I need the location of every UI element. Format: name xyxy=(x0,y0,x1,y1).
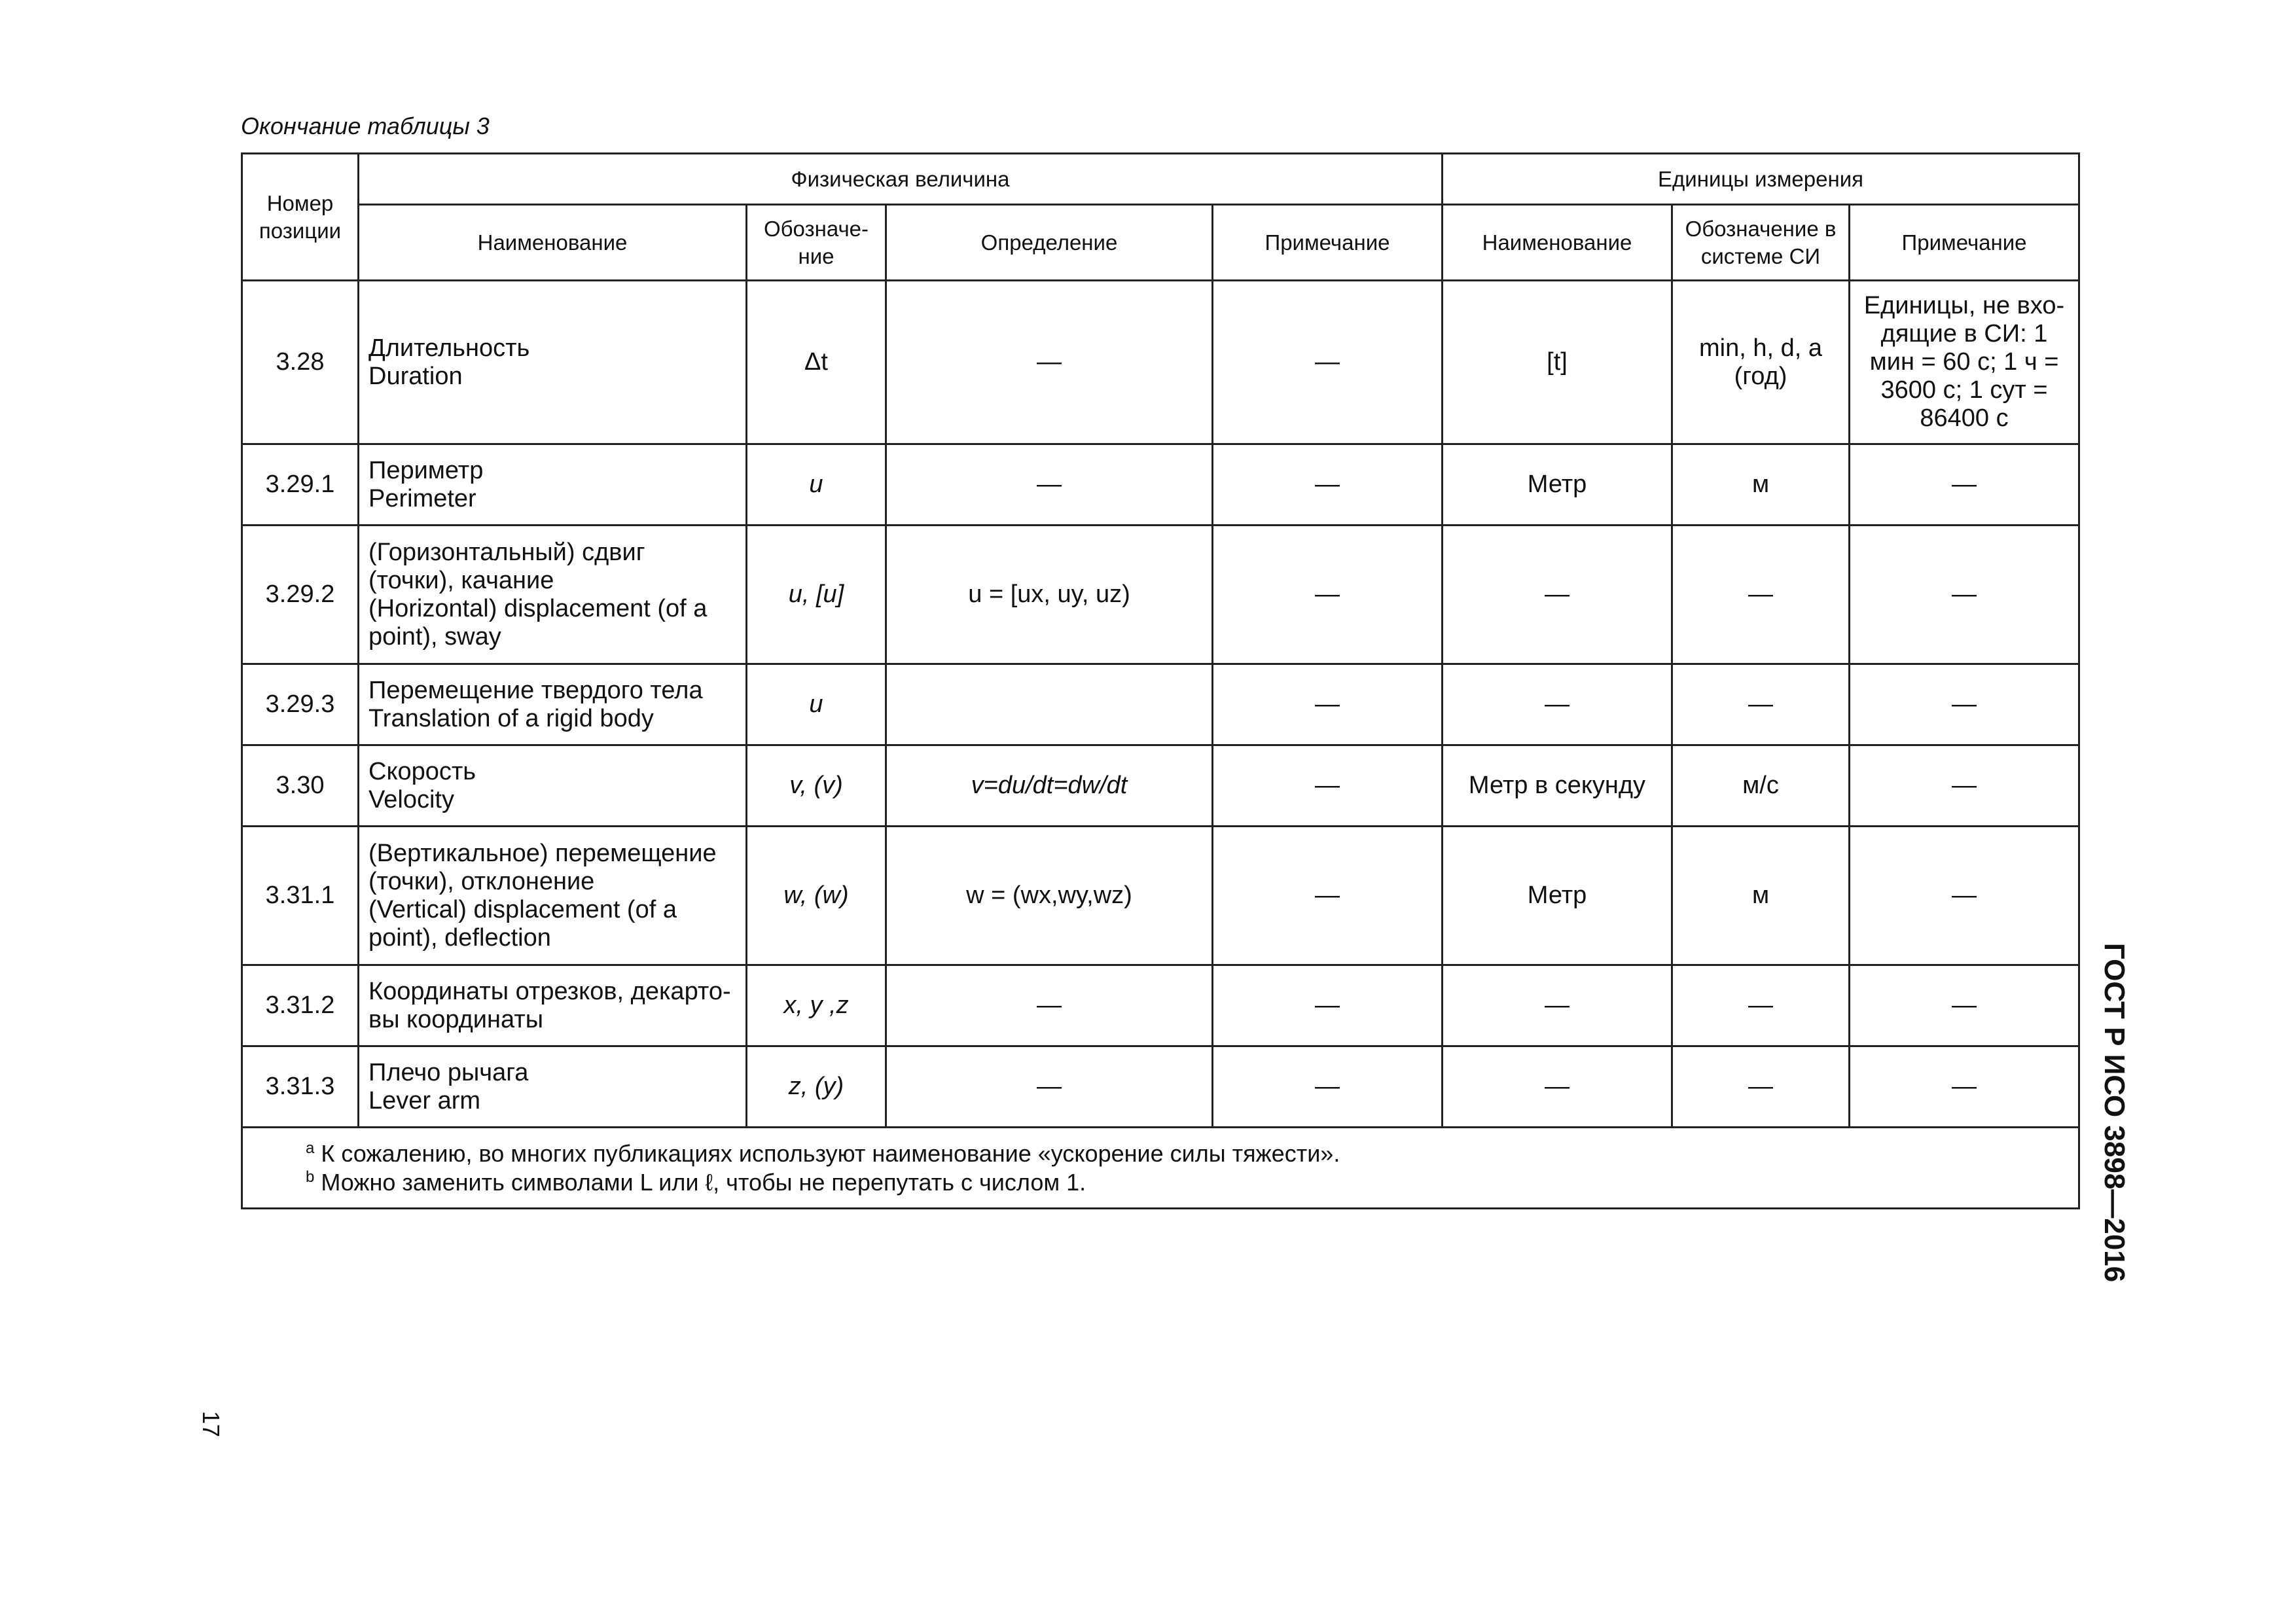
cell-unit-symbol: м xyxy=(1672,444,1850,526)
cell-unit-symbol: — xyxy=(1672,664,1850,745)
cell-unit-note: — xyxy=(1850,664,2079,745)
cell-name xyxy=(359,827,747,965)
cell-symbol: w, (w) xyxy=(747,827,886,965)
cell-name xyxy=(359,965,747,1046)
cell-unit-note: — xyxy=(1850,827,2079,965)
cell-note: — xyxy=(1213,745,1443,827)
footnote-mark: a xyxy=(306,1139,315,1157)
cell-name xyxy=(359,664,747,745)
cell-position: 3.28 xyxy=(242,281,359,444)
header-unit-name: Наименование xyxy=(1443,205,1672,281)
table-row xyxy=(242,827,2079,965)
cell-definition: w = (wx,wy,wz) xyxy=(886,827,1213,965)
name-en: Lever arm xyxy=(368,1086,481,1115)
table-row xyxy=(242,526,2079,664)
cell-position: 3.31.3 xyxy=(242,1046,359,1128)
cell-symbol: u xyxy=(747,664,886,745)
cell-unit-note: — xyxy=(1850,526,2079,664)
cell-definition: — xyxy=(886,965,1213,1046)
name-ru: Координаты отрезков, декарто-вы координаты xyxy=(368,977,731,1033)
cell-definition xyxy=(886,664,1213,745)
cell-unit-note: — xyxy=(1850,965,2079,1046)
cell-unit-symbol: — xyxy=(1672,526,1850,664)
table-caption: Окончание таблицы 3 xyxy=(241,113,490,139)
cell-note: — xyxy=(1213,664,1443,745)
name-ru: Длительность xyxy=(368,334,530,362)
cell-note: — xyxy=(1213,444,1443,526)
name-en: (Vertical) displacement (of a point), deflection xyxy=(368,895,677,952)
cell-note: — xyxy=(1213,1046,1443,1128)
cell-position: 3.31.2 xyxy=(242,965,359,1046)
header-symbol: Обозначе-ние xyxy=(747,205,886,281)
header-unit-note: Примечание xyxy=(1850,205,2079,281)
cell-definition: — xyxy=(886,444,1213,526)
cell-unit-symbol: — xyxy=(1672,965,1850,1046)
cell-definition: v=du/dt=dw/dt xyxy=(886,745,1213,827)
table-row xyxy=(242,745,2079,827)
cell-definition: — xyxy=(886,1046,1213,1128)
quantities-table xyxy=(241,152,2080,1209)
header-unit-symbol: Обозначение в системе СИ xyxy=(1672,205,1850,281)
cell-symbol: u xyxy=(747,444,886,526)
cell-unit-note: — xyxy=(1850,444,2079,526)
footnote xyxy=(306,1139,2078,1168)
cell-unit-symbol: — xyxy=(1672,1046,1850,1128)
footnote-text: К сожалению, во многих публикациях используют наименование «ускорение силы тяжести». xyxy=(321,1139,1340,1167)
footnote-mark: b xyxy=(306,1168,315,1186)
cell-unit-name: — xyxy=(1443,526,1672,664)
footnote-text: Можно заменить символами L или ℓ, чтобы не перепутать с числом 1. xyxy=(321,1168,1086,1196)
cell-position: 3.29.1 xyxy=(242,444,359,526)
cell-name xyxy=(359,745,747,827)
cell-symbol: u, [u] xyxy=(747,526,886,664)
cell-name xyxy=(359,444,747,526)
table-row xyxy=(242,281,2079,444)
cell-name xyxy=(359,526,747,664)
name-ru: Периметр xyxy=(368,456,484,484)
cell-unit-note: Единицы, не вхо-дящие в СИ: 1 мин = 60 с; 1 ч = 3600 с; 1 сут = 86400 с xyxy=(1850,281,2079,444)
cell-unit-note: — xyxy=(1850,745,2079,827)
cell-position: 3.30 xyxy=(242,745,359,827)
name-en: Perimeter xyxy=(368,484,476,512)
header-position: Номер позиции xyxy=(242,154,359,281)
table-row xyxy=(242,965,2079,1046)
header-note: Примечание xyxy=(1213,205,1443,281)
cell-symbol: Δt xyxy=(747,281,886,444)
cell-unit-symbol: min, h, d, a (год) xyxy=(1672,281,1850,444)
cell-note: — xyxy=(1213,827,1443,965)
cell-unit-name: — xyxy=(1443,1046,1672,1128)
cell-name xyxy=(359,1046,747,1128)
page-number: 17 xyxy=(198,1410,224,1438)
cell-position: 3.29.3 xyxy=(242,664,359,745)
cell-name xyxy=(359,281,747,444)
header-name: Наименование xyxy=(359,205,747,281)
footnotes xyxy=(242,1128,2079,1209)
name-en: (Horizontal) displacement (of a point), sway xyxy=(368,594,708,651)
cell-unit-symbol: м/с xyxy=(1672,745,1850,827)
cell-symbol: z, (y) xyxy=(747,1046,886,1128)
cell-note: — xyxy=(1213,965,1443,1046)
cell-unit-symbol: м xyxy=(1672,827,1850,965)
header-definition: Определение xyxy=(886,205,1213,281)
header-physical-quantity: Физическая величина xyxy=(359,154,1443,205)
table-row xyxy=(242,444,2079,526)
cell-note: — xyxy=(1213,281,1443,444)
cell-note: — xyxy=(1213,526,1443,664)
name-ru: Скорость xyxy=(368,757,476,785)
cell-unit-name: Метр xyxy=(1443,444,1672,526)
cell-unit-name: — xyxy=(1443,664,1672,745)
cell-unit-name: [t] xyxy=(1443,281,1672,444)
standard-title: ГОСТ Р ИСО 3898—2016 xyxy=(2098,942,2130,1283)
name-en: Velocity xyxy=(368,785,454,813)
table-row xyxy=(242,664,2079,745)
name-ru: Перемещение твердого тела xyxy=(368,676,703,704)
cell-unit-name: — xyxy=(1443,965,1672,1046)
name-ru: (Вертикальное) перемещение (точки), отклонение xyxy=(368,839,717,895)
cell-symbol: v, (v) xyxy=(747,745,886,827)
cell-symbol: x, y ,z xyxy=(747,965,886,1046)
name-ru: Плечо рычага xyxy=(368,1058,529,1086)
cell-position: 3.31.1 xyxy=(242,827,359,965)
cell-unit-name: Метр xyxy=(1443,827,1672,965)
name-en: Translation of a rigid body xyxy=(368,704,654,732)
cell-position: 3.29.2 xyxy=(242,526,359,664)
name-en: Duration xyxy=(368,362,463,390)
table-row xyxy=(242,1046,2079,1128)
cell-definition: u = [ux, uy, uz) xyxy=(886,526,1213,664)
cell-unit-note: — xyxy=(1850,1046,2079,1128)
header-units: Единицы измерения xyxy=(1443,154,2079,205)
footnote xyxy=(306,1168,2078,1197)
cell-unit-name: Метр в секунду xyxy=(1443,745,1672,827)
footnotes-row xyxy=(242,1128,2079,1209)
cell-definition: — xyxy=(886,281,1213,444)
name-ru: (Горизонтальный) сдвиг (точки), качание xyxy=(368,538,645,594)
